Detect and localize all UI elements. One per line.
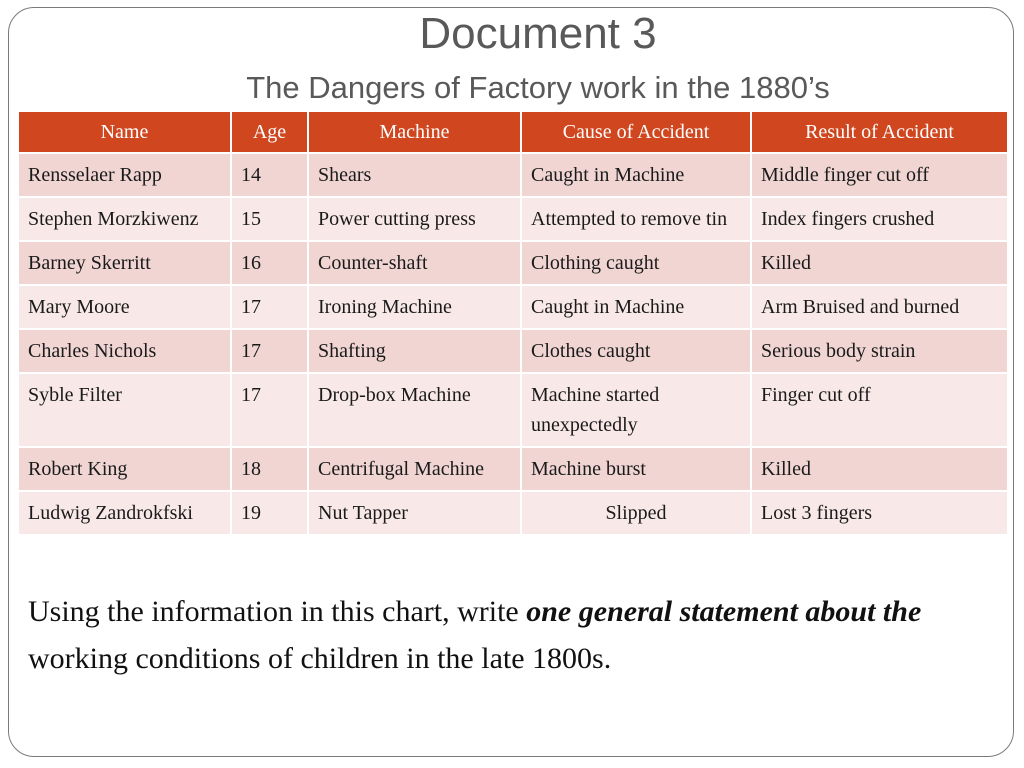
prompt-text-start: Using the information in this chart, write [28, 595, 527, 628]
cell-cause: Caught in Machine [521, 153, 751, 197]
cell-machine: Shears [308, 153, 521, 197]
header-name: Name [18, 111, 231, 153]
cell-name: Barney Skerritt [18, 241, 231, 285]
cell-age: 19 [231, 491, 308, 535]
cell-result: Killed [751, 447, 1008, 491]
table-row [18, 153, 1008, 197]
slide-subtitle: The Dangers of Factory work in the 1880’s [246, 70, 830, 105]
cell-cause: Slipped [521, 491, 751, 535]
prompt-emphasis: one general statement about the [526, 595, 922, 628]
cell-result: Finger cut off [751, 373, 1008, 447]
cell-cause: Clothes caught [521, 329, 751, 373]
cell-name: Charles Nichols [18, 329, 231, 373]
cell-machine: Centrifugal Machine [308, 447, 521, 491]
cell-age: 15 [231, 197, 308, 241]
cell-machine: Ironing Machine [308, 285, 521, 329]
cell-machine: Nut Tapper [308, 491, 521, 535]
cell-age: 18 [231, 447, 308, 491]
cell-name: Robert King [18, 447, 231, 491]
cell-name: Syble Filter [18, 373, 231, 447]
table-row [18, 373, 1008, 447]
cell-cause: Caught in Machine [521, 285, 751, 329]
cell-name: Ludwig Zandrokfski [18, 491, 231, 535]
header-age: Age [231, 111, 308, 153]
cell-cause: Attempted to remove tin [521, 197, 751, 241]
cell-result: Lost 3 fingers [751, 491, 1008, 535]
header-machine: Machine [308, 111, 521, 153]
cell-machine: Shafting [308, 329, 521, 373]
cell-age: 16 [231, 241, 308, 285]
cell-result: Index fingers crushed [751, 197, 1008, 241]
cell-result: Killed [751, 241, 1008, 285]
cell-machine: Power cutting press [308, 197, 521, 241]
writing-prompt [28, 588, 998, 682]
cell-name: Mary Moore [18, 285, 231, 329]
cell-name: Rensselaer Rapp [18, 153, 231, 197]
cell-machine: Counter-shaft [308, 241, 521, 285]
table-row [18, 197, 1008, 241]
header-cause: Cause of Accident [521, 111, 751, 153]
table-row [18, 285, 1008, 329]
cell-cause: Clothing caught [521, 241, 751, 285]
cell-age: 17 [231, 285, 308, 329]
cell-name: Stephen Morzkiwenz [18, 197, 231, 241]
accident-table [17, 110, 1009, 536]
table-row [18, 447, 1008, 491]
cell-age: 14 [231, 153, 308, 197]
cell-cause: Machine burst [521, 447, 751, 491]
prompt-text-end: working conditions of children in the late 1800s. [28, 642, 612, 675]
cell-result: Arm Bruised and burned [751, 285, 1008, 329]
cell-machine: Drop-box Machine [308, 373, 521, 447]
table-header-row [18, 111, 1008, 153]
cell-age: 17 [231, 373, 308, 447]
cell-cause: Machine started unexpectedly [521, 373, 751, 447]
table-row [18, 241, 1008, 285]
table-row [18, 329, 1008, 373]
table-row [18, 491, 1008, 535]
cell-age: 17 [231, 329, 308, 373]
cell-result: Serious body strain [751, 329, 1008, 373]
header-result: Result of Accident [751, 111, 1008, 153]
slide-title: Document 3 [419, 9, 657, 58]
cell-result: Middle finger cut off [751, 153, 1008, 197]
